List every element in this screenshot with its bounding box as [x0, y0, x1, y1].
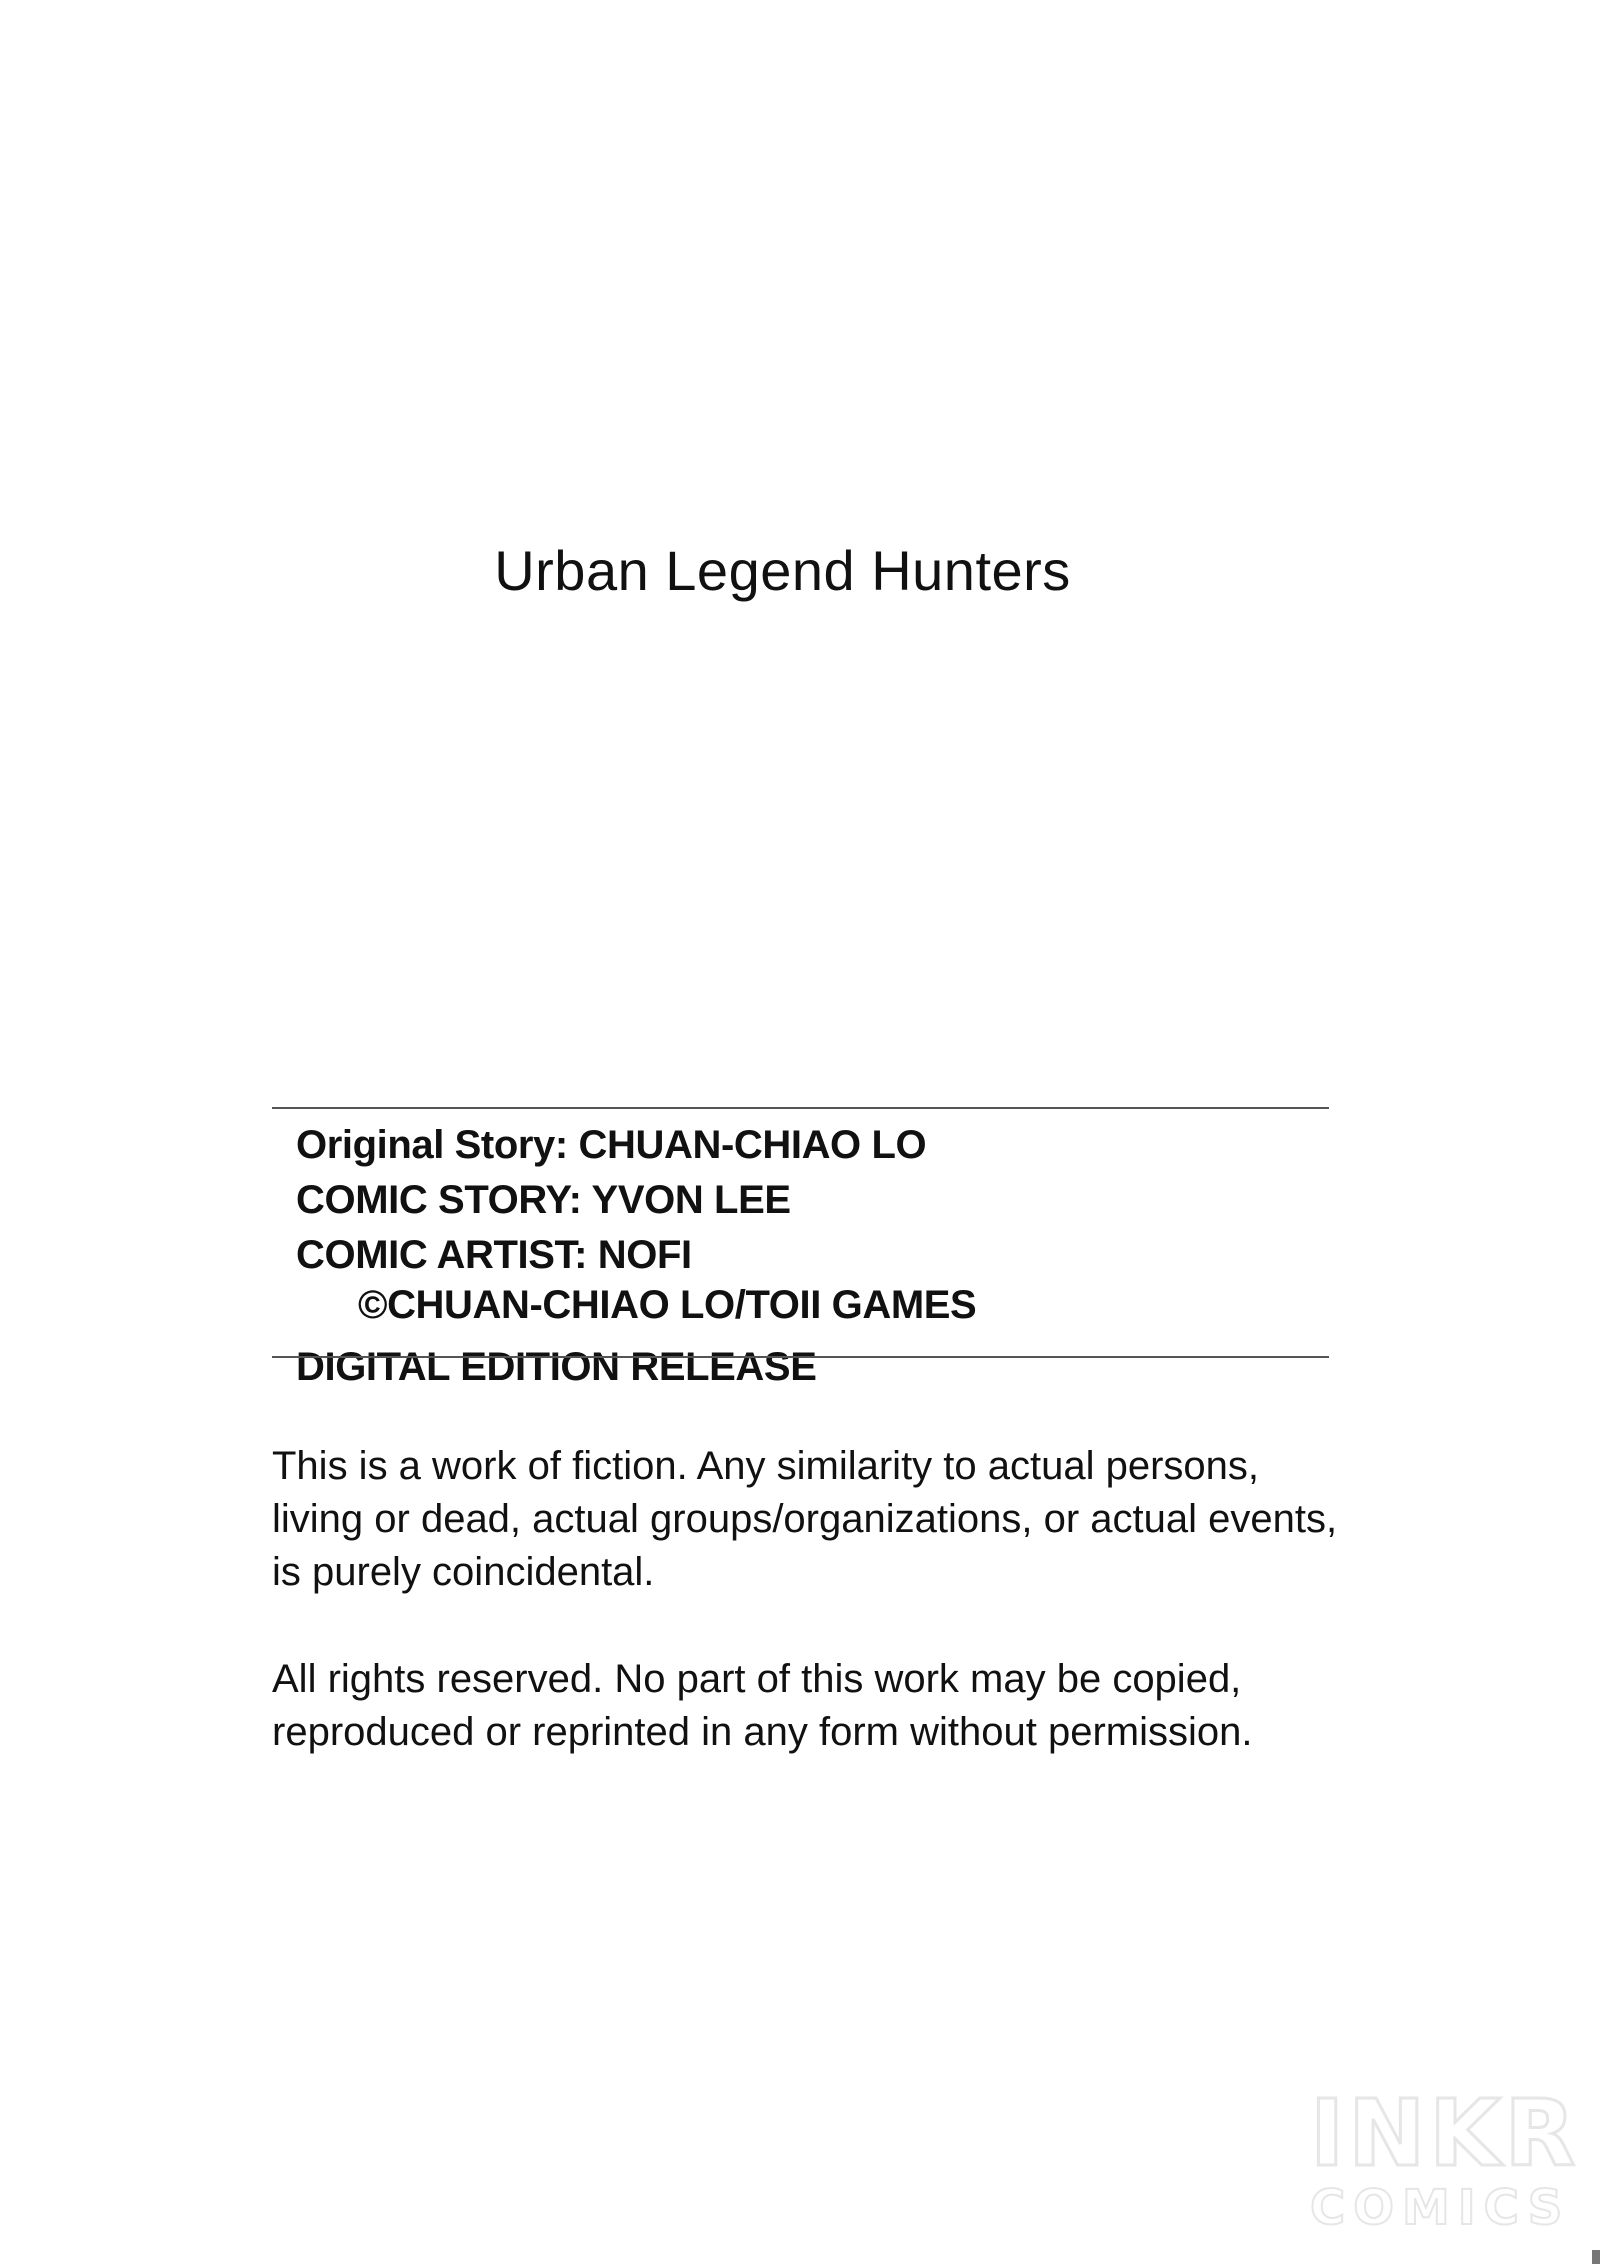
credit-original-story: Original Story: CHUAN-CHIAO LO: [296, 1123, 927, 1167]
inkr-comics-watermark-logo: [1310, 2080, 1580, 2236]
credits-top-divider: [272, 1107, 1329, 1109]
watermark-line-2: COMICS: [1310, 2180, 1571, 2236]
page-title: Urban Legend Hunters: [494, 539, 1071, 602]
rights-notice: All rights reserved. No part of this work may be copied, reproduced or reprinted in any form without permission.: [272, 1657, 1253, 1754]
page-corner-marker: [1592, 2250, 1600, 2264]
credit-comic-story: COMIC STORY: YVON LEE: [296, 1178, 791, 1222]
credits-bottom-divider: [272, 1356, 1329, 1358]
fiction-disclaimer: This is a work of fiction. Any similarity to actual persons, living or dead, actual groups/organizations, or actual events, is purely coincidental.: [272, 1444, 1338, 1594]
watermark-line-1: INKR: [1310, 2080, 1580, 2187]
credit-comic-artist: COMIC ARTIST: NOFI: [296, 1233, 692, 1277]
credit-copyright: ©CHUAN-CHIAO LO/TOII GAMES: [358, 1283, 977, 1327]
credit-digital-edition: DIGITAL EDITION RELEASE: [296, 1345, 817, 1389]
